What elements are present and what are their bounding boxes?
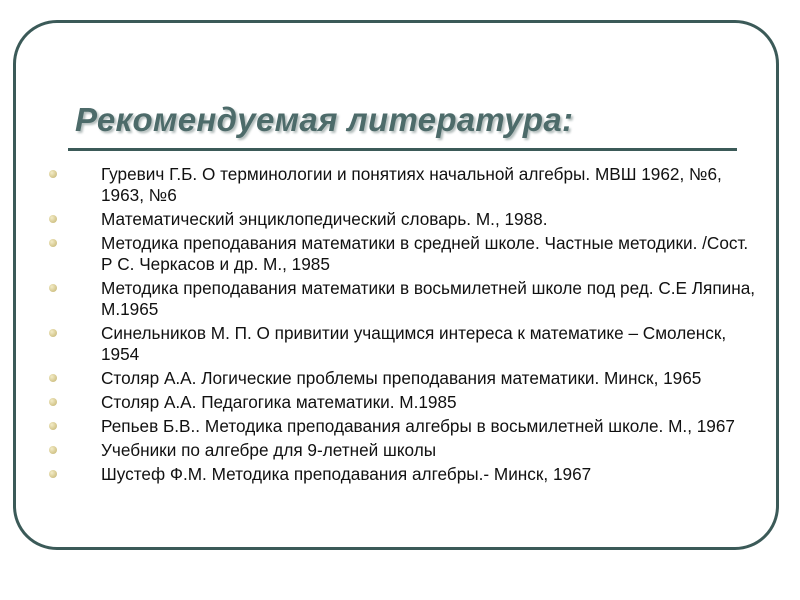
reference-text: Синельников М. П. О привитии учащимся интереса к математике – Смоленск, 1954 <box>101 323 727 364</box>
reference-item <box>0 323 800 365</box>
bullet-icon <box>49 398 57 406</box>
reference-item <box>0 392 800 413</box>
reference-text: Методика преподавания математики в восьмилетней школе под ред. С.Е Ляпина, М.1965 <box>101 278 756 319</box>
reference-text: Математический энциклопедический словарь. М., 1988. <box>101 209 548 229</box>
bullet-icon <box>49 284 57 292</box>
reference-item <box>0 209 800 230</box>
reference-item <box>0 278 800 320</box>
bullet-icon <box>49 374 57 382</box>
reference-text: Репьев Б.В.. Методика преподавания алгебры в восьмилетней школе. М., 1967 <box>101 416 735 436</box>
bullet-icon <box>49 170 57 178</box>
reference-text: Учебники по алгебре для 9-летней школы <box>101 440 437 460</box>
bullet-icon <box>49 446 57 454</box>
reference-item <box>0 464 800 485</box>
reference-item <box>0 440 800 461</box>
reference-item <box>0 368 800 389</box>
slide-title: Рекомендуемая литература: <box>75 101 574 138</box>
reference-text: Гуревич Г.Б. О терминологии и понятиях начальной алгебры. МВШ 1962, №6, 1963, №6 <box>101 164 722 205</box>
reference-item <box>0 164 800 206</box>
reference-text: Столяр А.А. Педагогика математики. М.1985 <box>101 392 457 412</box>
reference-list <box>0 164 800 488</box>
bullet-icon <box>49 215 57 223</box>
reference-text: Методика преподавания математики в средней школе. Частные методики. /Сост. Р С. Черкасов и др. М., 1985 <box>101 233 749 274</box>
bullet-icon <box>49 329 57 337</box>
bullet-icon <box>49 470 57 478</box>
reference-text: Столяр А.А. Логические проблемы преподавания математики. Минск, 1965 <box>101 368 702 388</box>
title-underline <box>68 148 737 151</box>
bullet-icon <box>49 422 57 430</box>
reference-item <box>0 233 800 275</box>
reference-item <box>0 416 800 437</box>
reference-text: Шустеф Ф.М. Методика преподавания алгебры.- Минск, 1967 <box>101 464 592 484</box>
bullet-icon <box>49 239 57 247</box>
